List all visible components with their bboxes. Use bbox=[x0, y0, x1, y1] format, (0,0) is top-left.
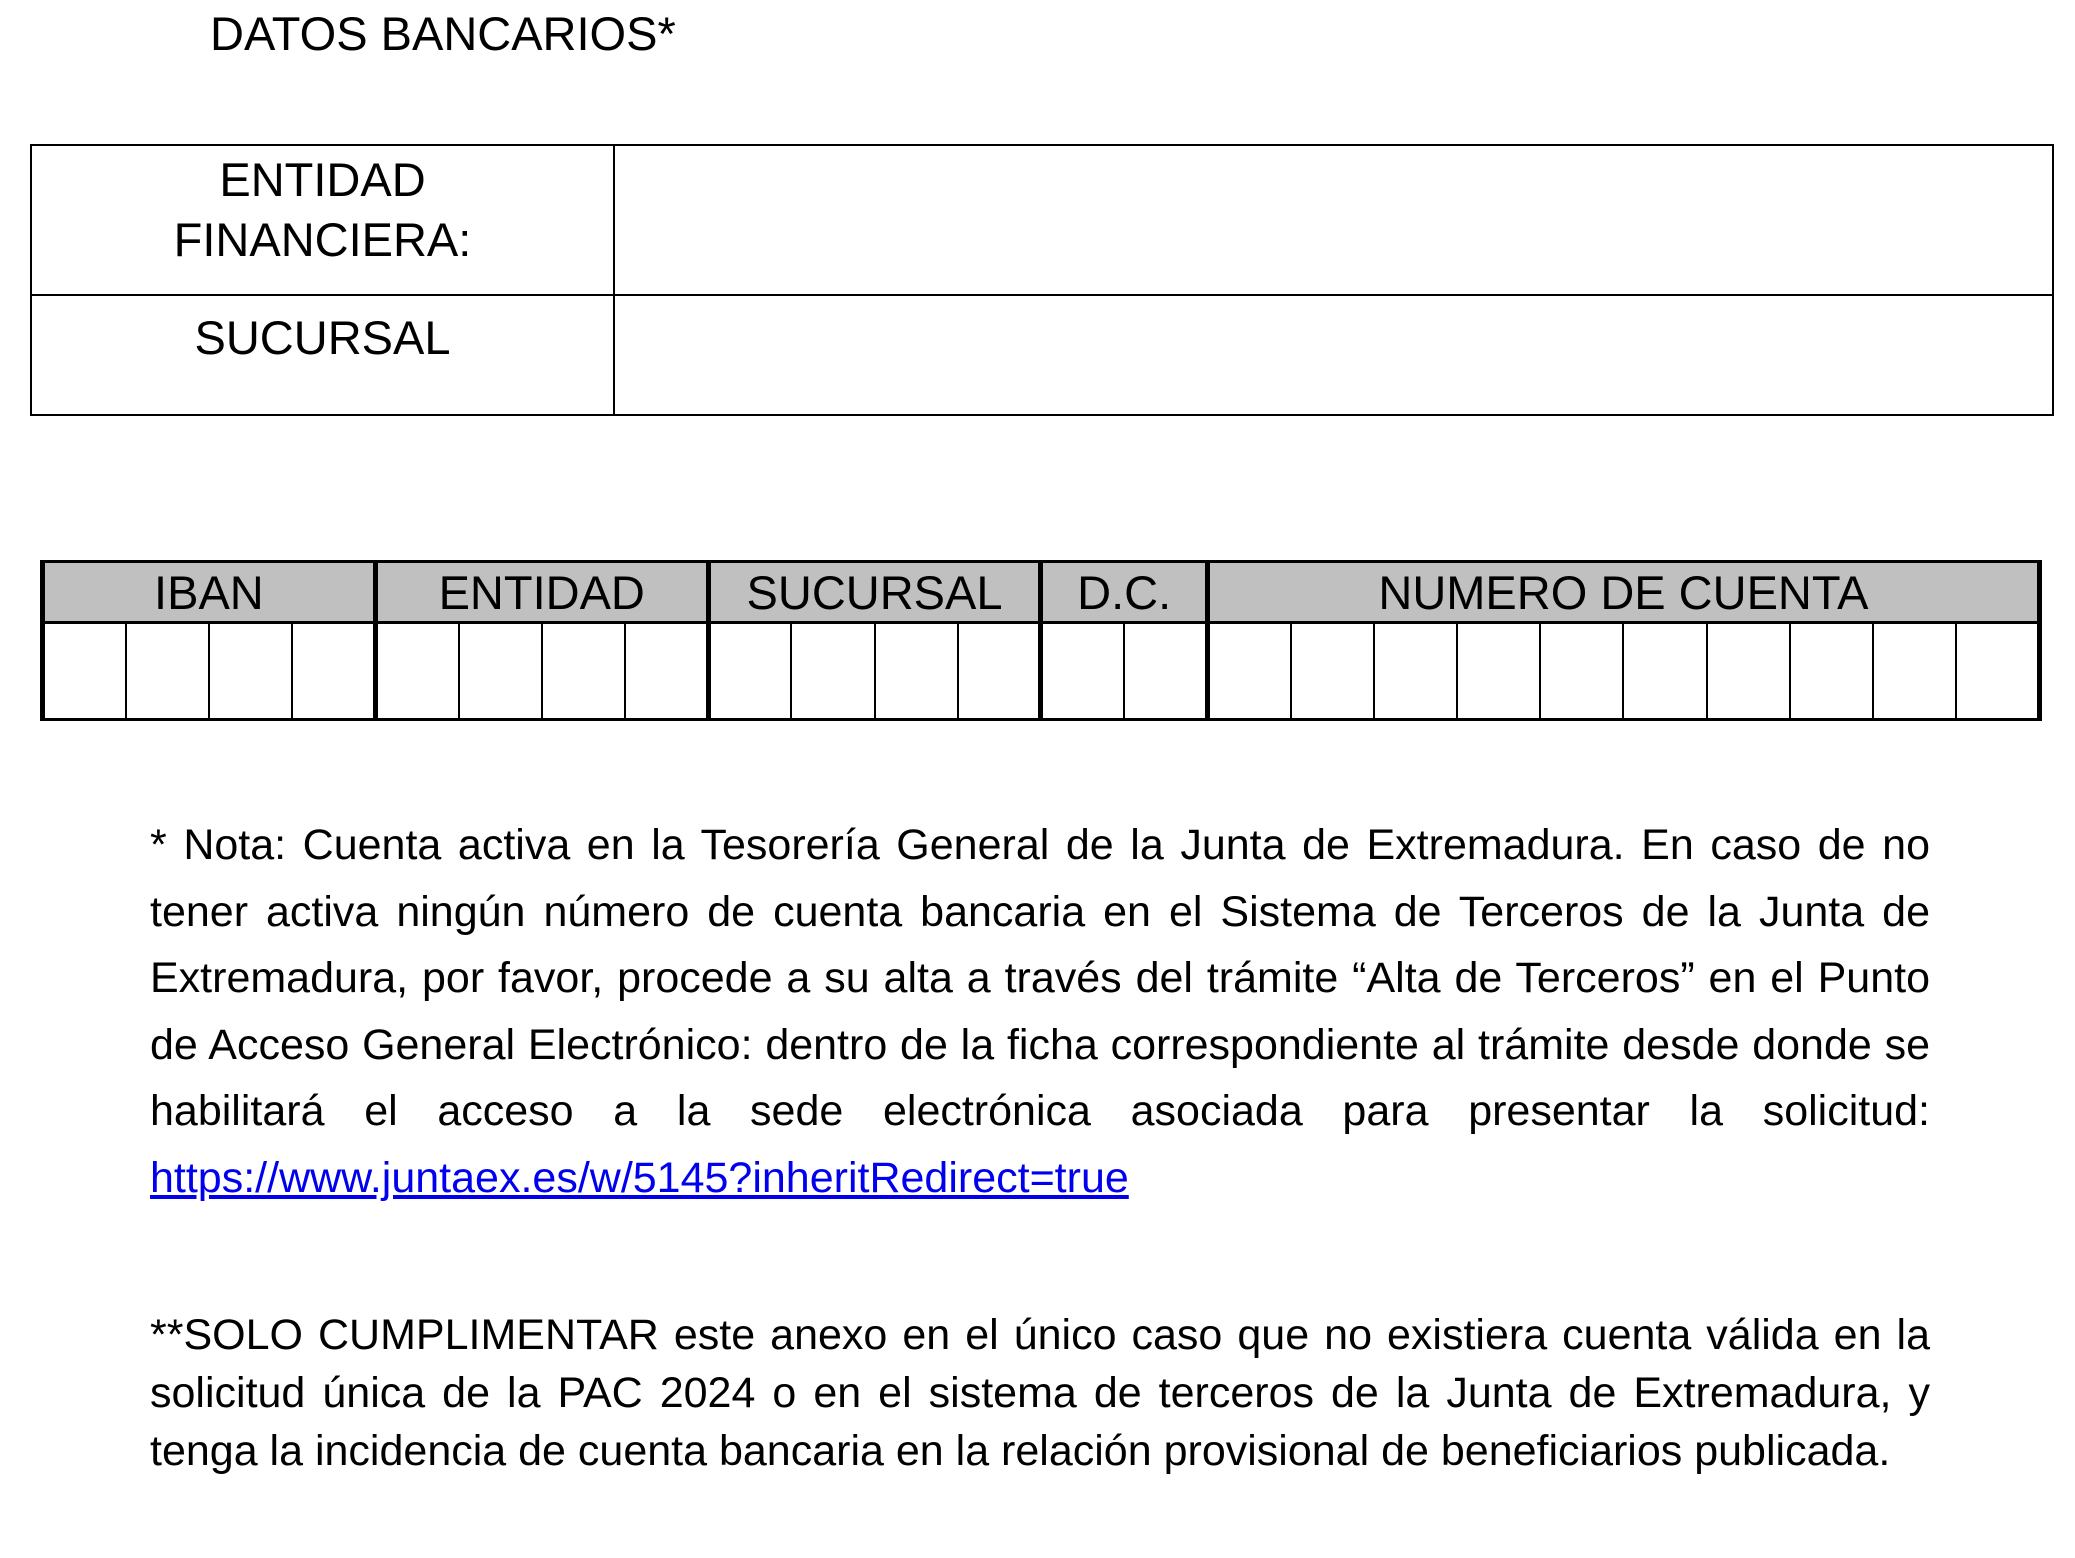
iban-digit-box[interactable] bbox=[126, 623, 209, 720]
iban-header: IBAN bbox=[43, 562, 376, 623]
entity-digit-box[interactable] bbox=[459, 623, 542, 720]
entity-value-field[interactable] bbox=[614, 145, 2053, 295]
branch-label: SUCURSAL bbox=[194, 311, 451, 364]
account-digit-box[interactable] bbox=[1207, 623, 1290, 720]
iban-digit-box[interactable] bbox=[209, 623, 292, 720]
branch-digit-box[interactable] bbox=[958, 623, 1041, 720]
account-digit-box[interactable] bbox=[1457, 623, 1540, 720]
branch-digit-box[interactable] bbox=[708, 623, 791, 720]
account-digit-box[interactable] bbox=[1707, 623, 1790, 720]
account-digit-box[interactable] bbox=[1623, 623, 1706, 720]
entity-digit-box[interactable] bbox=[625, 623, 708, 720]
iban-digit-box[interactable] bbox=[292, 623, 375, 720]
branch-label-cell bbox=[31, 295, 614, 415]
account-digit-box[interactable] bbox=[1873, 623, 1956, 720]
entity-digit-box[interactable] bbox=[375, 623, 458, 720]
account-digit-row bbox=[43, 623, 2040, 720]
account-note bbox=[150, 812, 1930, 1211]
procedure-link[interactable]: https://www.juntaex.es/w/5145?inheritRedirect=true bbox=[150, 1153, 1129, 1202]
section-title: DATOS BANCARIOS* bbox=[210, 7, 676, 60]
entity-digit-box[interactable] bbox=[542, 623, 625, 720]
entity-label-line2: FINANCIERA: bbox=[173, 213, 472, 266]
account-digit-box[interactable] bbox=[1790, 623, 1873, 720]
branch-code-header: SUCURSAL bbox=[708, 562, 1041, 623]
account-note-text: * Nota: Cuenta activa en la Tesorería General de la Junta de Extremadura. En caso de no tener activa ningún número de cuenta bancaria en el Sistema de Terceros de la Junta de Extremadura, por favor, procede a su alta a través del trámite “Alta de Terceros” en el Punto de Acceso General Electrónico: dentro de la ficha correspondiente al trámite desde donde se habilitará el acceso a la sede electrónica asociada para presentar la solicitud: bbox=[150, 821, 1930, 1135]
account-header-row bbox=[43, 562, 2040, 623]
iban-digit-box[interactable] bbox=[43, 623, 126, 720]
branch-digit-box[interactable] bbox=[875, 623, 958, 720]
bank-entity-table bbox=[30, 144, 2054, 416]
check-digit-box[interactable] bbox=[1124, 623, 1207, 720]
branch-value-field[interactable] bbox=[614, 295, 2053, 415]
check-digits-header: D.C. bbox=[1041, 562, 1207, 623]
account-digit-box[interactable] bbox=[1956, 623, 2039, 720]
check-digit-box[interactable] bbox=[1041, 623, 1124, 720]
entity-code-header: ENTIDAD bbox=[375, 562, 708, 623]
completion-note: **SOLO CUMPLIMENTAR este anexo en el único caso que no existiera cuenta válida en la solicitud única de la PAC 2024 o en el sistema de terceros de la Junta de Extremadura, y tenga la incidencia de cuenta bancaria en la relación provisional de beneficiarios publicada. bbox=[150, 1311, 1930, 1475]
account-digit-box[interactable] bbox=[1291, 623, 1374, 720]
account-number-grid bbox=[40, 560, 2042, 721]
account-digit-box[interactable] bbox=[1540, 623, 1623, 720]
entity-row bbox=[31, 145, 2053, 295]
branch-row bbox=[31, 295, 2053, 415]
entity-label-cell bbox=[31, 145, 614, 295]
branch-digit-box[interactable] bbox=[791, 623, 874, 720]
account-digit-box[interactable] bbox=[1374, 623, 1457, 720]
entity-label-line1: ENTIDAD bbox=[219, 153, 426, 206]
account-number-header: NUMERO DE CUENTA bbox=[1207, 562, 2039, 623]
